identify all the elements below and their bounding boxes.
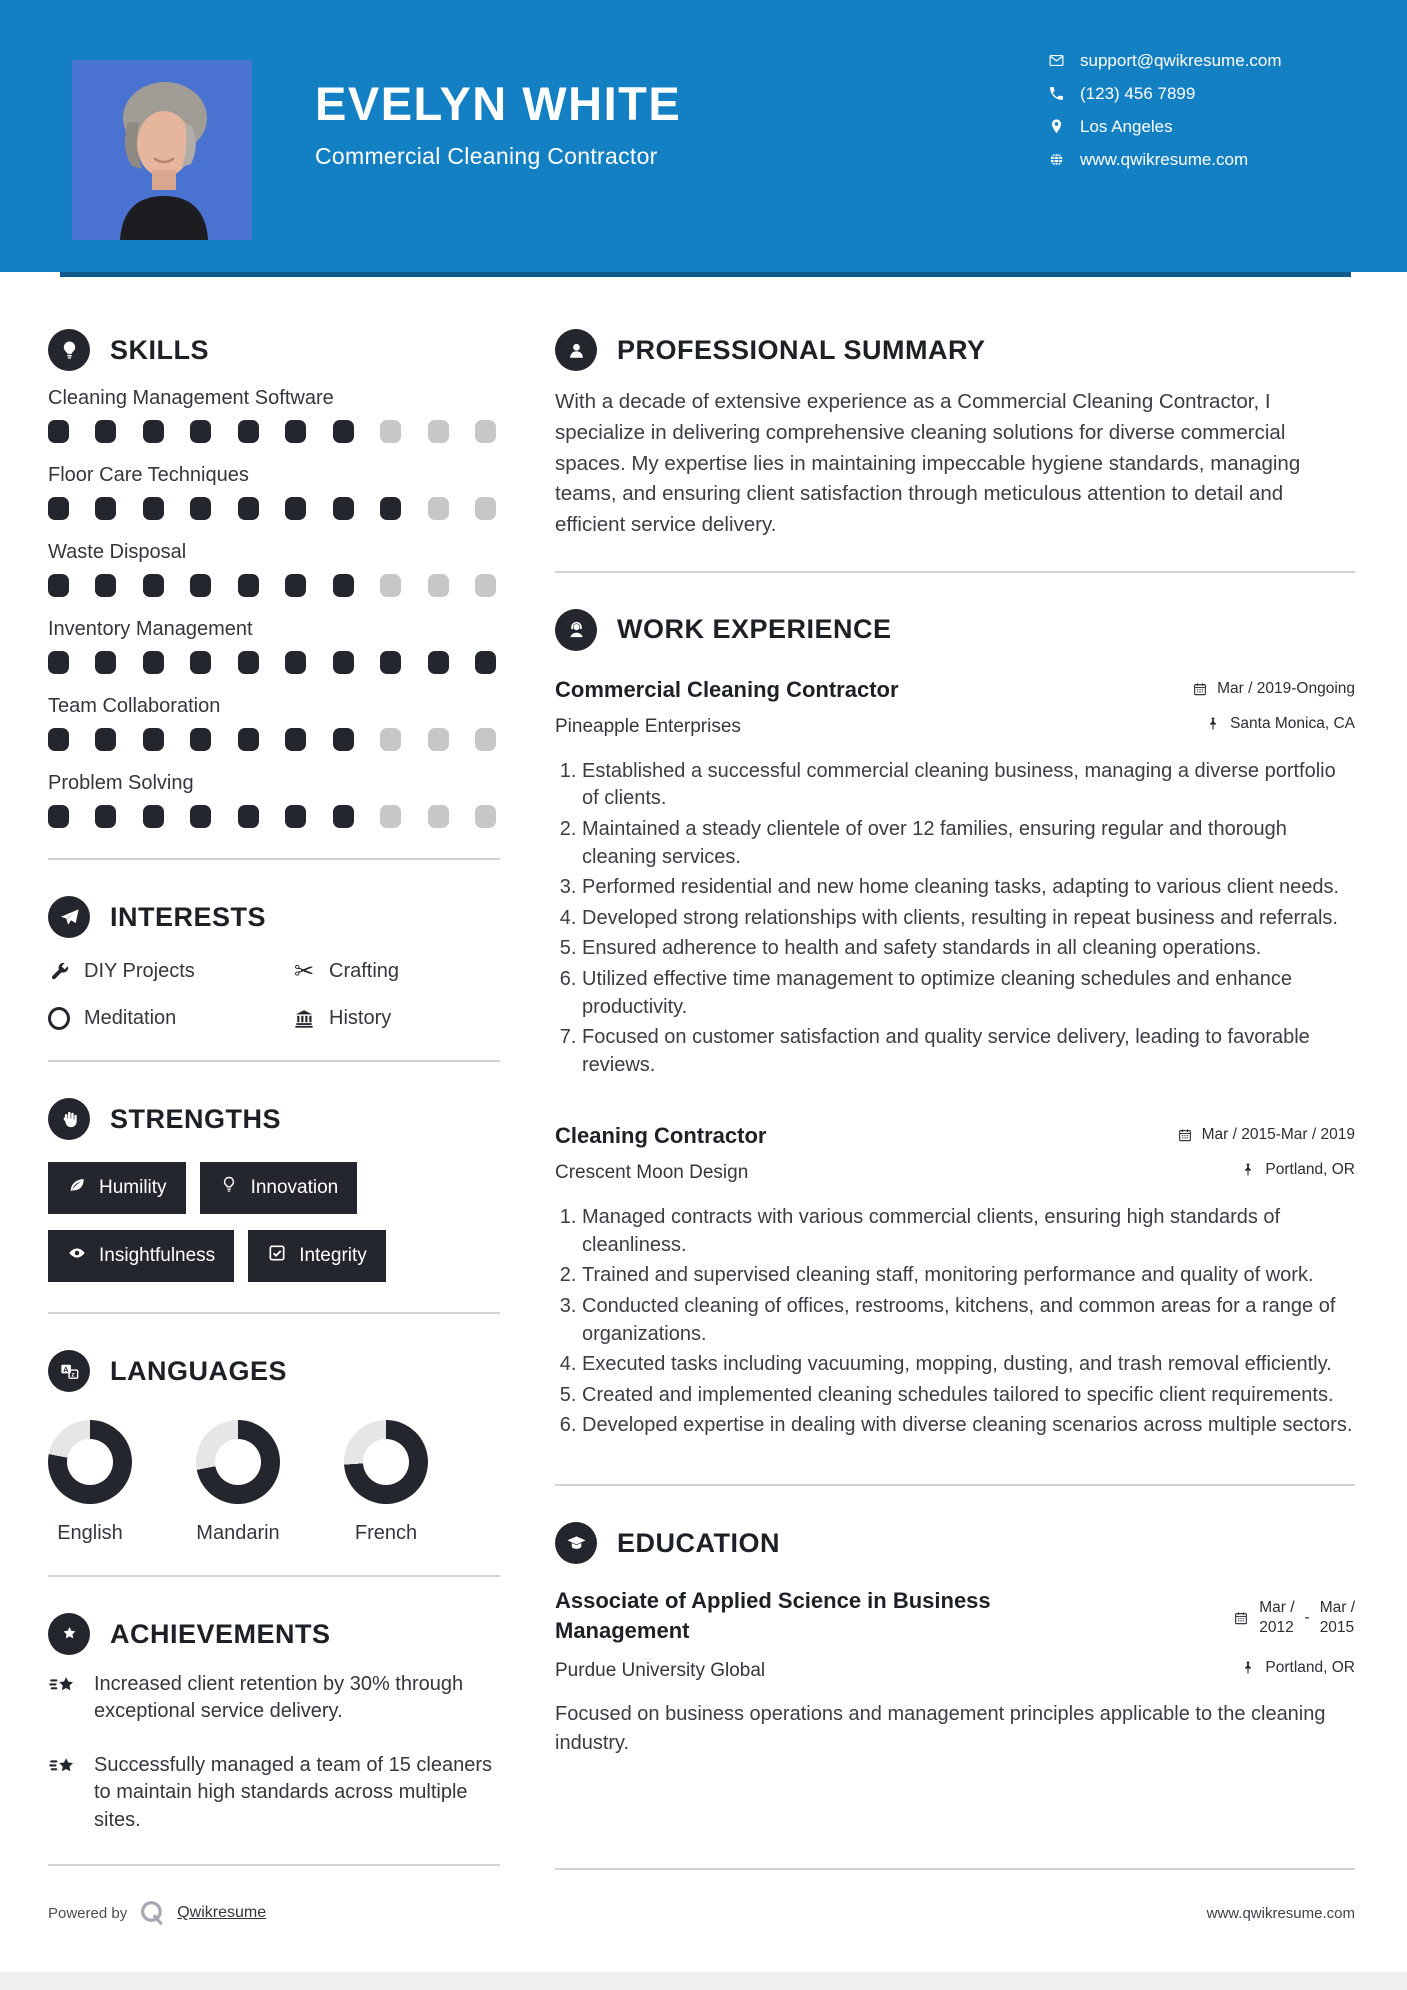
languages-section <box>48 1350 500 1545</box>
job-bullet: 3. Conducted cleaning of offices, restrooms, kitchens, and common areas for a range of organizations. <box>582 1293 1355 1348</box>
lightbulb-icon <box>219 1175 239 1201</box>
strengths-title: STRENGTHS <box>110 1103 282 1134</box>
education-description: Focused on business operations and management principles applicable to the cleaning industry. <box>555 1703 1326 1755</box>
school-name: Purdue University Global <box>555 1660 766 1682</box>
language-donut <box>344 1420 428 1504</box>
education-title: EDUCATION <box>617 1527 780 1558</box>
interests-heading <box>48 896 500 938</box>
languages-row <box>48 1420 500 1545</box>
education-section <box>555 1522 1355 1758</box>
job-bullet: 2. Trained and supervised cleaning staff, monitoring performance and quality of work. <box>582 1262 1355 1290</box>
edu-date-start-month: Mar / <box>1259 1598 1295 1616</box>
summary-heading <box>555 329 1355 371</box>
language-item <box>48 1420 132 1545</box>
job-dates-text: Mar / 2015-Mar / 2019 <box>1201 1126 1355 1144</box>
language-name: English <box>57 1522 123 1544</box>
interest-label: Crafting <box>329 960 400 982</box>
skill-row <box>48 695 500 751</box>
job-bullet: 3. Performed residential and new home cleaning tasks, adapting to various client needs. <box>582 874 1355 902</box>
contact-website-text: www.qwikresume.com <box>1080 149 1249 169</box>
language-item <box>344 1420 428 1545</box>
language-name: French <box>354 1522 418 1544</box>
fist-icon <box>48 1098 90 1140</box>
education-heading <box>555 1522 1355 1564</box>
language-donut <box>48 1420 132 1504</box>
contact-location-text: Los Angeles <box>1080 116 1173 136</box>
contact-phone-text: (123) 456 7899 <box>1080 83 1196 103</box>
lightbulb-icon <box>48 329 90 371</box>
portrait-image <box>72 60 252 240</box>
person-role: Commercial Cleaning Contractor <box>315 143 658 169</box>
job-title: Cleaning Contractor <box>555 1123 767 1149</box>
edu-date-start-year: 2012 <box>1259 1618 1294 1636</box>
skill-rating-dots <box>48 574 496 597</box>
translate-icon <box>48 1350 90 1392</box>
languages-title: LANGUAGES <box>110 1355 288 1386</box>
shooting-star-icon <box>48 1671 78 1726</box>
achievements-section <box>48 1613 500 1834</box>
skill-row <box>48 618 500 674</box>
interest-item <box>48 1007 293 1030</box>
interest-item <box>293 957 500 985</box>
skill-row <box>48 772 500 828</box>
contact-website <box>1048 143 1282 176</box>
right-column <box>555 329 1355 1902</box>
education-dates <box>1233 1590 1355 1645</box>
degree-title: Associate of Applied Science in Business Management <box>555 1588 991 1643</box>
achievements-title: ACHIEVEMENTS <box>110 1618 331 1649</box>
skill-rating-dots <box>48 728 496 751</box>
pushpin-icon <box>1240 1162 1256 1178</box>
edu-date-separator: - <box>1304 1608 1310 1626</box>
job-bullet: 2. Maintained a steady clientele of over 12 families, ensuring regular and thorough cleaning services. <box>582 816 1355 871</box>
section-divider <box>48 1060 500 1062</box>
summary-title: PROFESSIONAL SUMMARY <box>617 334 986 365</box>
location-pin-icon <box>1048 118 1065 135</box>
interests-title: INTERESTS <box>110 901 267 932</box>
languages-heading <box>48 1350 500 1392</box>
section-divider <box>555 1484 1355 1486</box>
job-bullet: 4. Executed tasks including vacuuming, mopping, dusting, and trash removal efficiently. <box>582 1351 1355 1379</box>
calendar-icon <box>1177 1127 1193 1143</box>
strength-pill <box>48 1230 234 1282</box>
profile-photo <box>72 60 252 240</box>
contact-phone <box>1048 77 1282 110</box>
qwikresume-link[interactable]: Qwikresume <box>177 1904 267 1921</box>
job-location-text: Santa Monica, CA <box>1230 714 1355 732</box>
skill-rating-dots <box>48 651 496 674</box>
skill-row <box>48 387 500 443</box>
bottom-bar <box>0 1972 1407 1990</box>
edu-date-end-year: 2015 <box>1319 1618 1355 1636</box>
footer-divider <box>555 1868 1355 1870</box>
worker-headset-icon <box>555 609 597 651</box>
job-bullet: 6. Developed expertise in dealing with diverse cleaning scenarios across multiple sectors. <box>582 1412 1355 1440</box>
job-bullet: 6. Utilized effective time management to optimize cleaning schedules and enhance productivity. <box>582 966 1355 1021</box>
job-bullet: 7. Focused on customer satisfaction and quality service delivery, leading to favorable reviews. <box>582 1024 1355 1079</box>
job-location <box>1240 1161 1355 1179</box>
job-location <box>1205 715 1355 733</box>
language-name: Mandarin <box>196 1522 280 1544</box>
wrench-icon <box>48 961 70 983</box>
pushpin-icon <box>1205 716 1221 732</box>
skills-heading <box>48 329 500 371</box>
strength-pill <box>200 1162 358 1214</box>
skill-label: Waste Disposal <box>48 541 187 563</box>
graduation-cap-icon <box>555 1522 597 1564</box>
scissors-icon: ✂ <box>293 957 315 985</box>
contact-email-text: support@qwikresume.com <box>1080 50 1282 70</box>
section-divider <box>48 1575 500 1577</box>
skill-row <box>48 541 500 597</box>
skills-section <box>48 329 500 828</box>
skill-label: Problem Solving <box>48 772 194 794</box>
job-bullet: 5. Created and implemented cleaning schedules tailored to specific client requirements. <box>582 1382 1355 1410</box>
qwikresume-logo-icon <box>137 1898 167 1928</box>
circle-icon <box>48 1008 70 1030</box>
person-name: EVELYN WHITE <box>315 77 682 130</box>
skill-label: Team Collaboration <box>48 695 221 717</box>
footer <box>48 1898 1355 1928</box>
eye-icon <box>67 1243 87 1269</box>
section-divider <box>48 1864 500 1866</box>
job-company: Pineapple Enterprises <box>555 715 741 737</box>
job-dates <box>1192 680 1355 698</box>
education-location <box>1240 1659 1355 1677</box>
job-dates <box>1177 1126 1355 1144</box>
museum-icon <box>293 1008 315 1030</box>
skills-title: SKILLS <box>110 334 210 365</box>
interests-section <box>48 896 500 1030</box>
strength-pills <box>48 1162 500 1282</box>
edu-date-end-month: Mar / <box>1319 1598 1355 1616</box>
phone-icon <box>1048 85 1065 102</box>
section-divider <box>555 571 1355 573</box>
content <box>0 277 1407 1902</box>
job-bullet: 1. Established a successful commercial cleaning business, managing a diverse portfolio of clients. <box>582 758 1355 813</box>
experience-heading <box>555 609 1355 651</box>
strength-label: Insightfulness <box>99 1245 216 1266</box>
experience-section <box>555 609 1355 1440</box>
skill-label: Cleaning Management Software <box>48 387 334 409</box>
achievement-item <box>48 1671 500 1726</box>
job-title: Commercial Cleaning Contractor <box>555 676 899 702</box>
interest-item <box>48 960 293 983</box>
interest-label: Meditation <box>84 1007 177 1029</box>
globe-icon <box>1048 151 1065 168</box>
job-dates-text: Mar / 2019-Ongoing <box>1217 679 1355 697</box>
language-item <box>196 1420 280 1545</box>
summary-section <box>555 329 1355 541</box>
contact-location <box>1048 110 1282 143</box>
skill-rating-dots <box>48 420 496 443</box>
svg-text:z: z <box>70 1371 75 1379</box>
star-badge-icon <box>48 1613 90 1655</box>
calendar-icon <box>1192 681 1208 697</box>
interest-item <box>293 1007 500 1030</box>
skill-label: Inventory Management <box>48 618 253 640</box>
strength-label: Integrity <box>299 1245 367 1266</box>
achievements-heading <box>48 1613 500 1655</box>
person-icon <box>555 329 597 371</box>
strength-label: Innovation <box>250 1177 339 1198</box>
footer-website: www.qwikresume.com <box>1206 1904 1355 1922</box>
interest-label: History <box>329 1007 392 1029</box>
achievement-item <box>48 1752 500 1834</box>
job-company: Crescent Moon Design <box>555 1162 749 1184</box>
powered-by-label: Powered by <box>48 1904 128 1922</box>
job-bullet: 4. Developed strong relationships with clients, resulting in repeat business and referrals. <box>582 905 1355 933</box>
section-divider <box>48 858 500 860</box>
calendar-icon <box>1233 1610 1249 1626</box>
strength-pill <box>48 1162 186 1214</box>
skill-label: Floor Care Techniques <box>48 464 249 486</box>
email-icon <box>1048 52 1065 69</box>
skill-rating-dots <box>48 497 496 520</box>
strengths-heading <box>48 1098 500 1140</box>
header <box>0 0 1407 272</box>
svg-text:A: A <box>62 1365 69 1374</box>
job-bullet-list <box>555 758 1355 1080</box>
strength-pill <box>248 1230 386 1282</box>
left-column <box>48 329 500 1902</box>
leaf-icon <box>67 1175 87 1201</box>
strengths-section <box>48 1098 500 1282</box>
experience-title: WORK EXPERIENCE <box>617 614 892 645</box>
job-bullet: 5. Ensured adherence to health and safety standards in all cleaning operations. <box>582 935 1355 963</box>
language-donut <box>196 1420 280 1504</box>
achievement-text: Successfully managed a team of 15 cleaners to maintain high standards across multiple sites. <box>94 1753 492 1831</box>
pushpin-icon <box>1240 1660 1256 1676</box>
contact-list <box>1048 44 1282 176</box>
contact-email <box>1048 44 1282 77</box>
identity-block <box>315 76 681 170</box>
job-entry <box>555 1123 1355 1440</box>
interest-label: DIY Projects <box>84 960 195 982</box>
shooting-star-icon <box>48 1752 78 1834</box>
check-square-icon <box>267 1243 287 1269</box>
section-divider <box>48 1312 500 1314</box>
skill-rating-dots <box>48 805 496 828</box>
job-location-text: Portland, OR <box>1265 1161 1355 1179</box>
job-bullet: 1. Managed contracts with various commercial clients, ensuring high standards of cleanliness. <box>582 1204 1355 1259</box>
job-bullet-list <box>555 1204 1355 1440</box>
summary-text: With a decade of extensive experience as a Commercial Cleaning Contractor, I specialize in delivering comprehensive cleaning solutions for diverse commercial spaces. My expertise lies in maintaining impeccable hygiene standards, managing teams, and ensuring client satisfaction through meticulous attention to detail and efficient service delivery. <box>555 390 1301 536</box>
paper-plane-icon <box>48 896 90 938</box>
interests-grid <box>48 957 500 1030</box>
education-location-text: Portland, OR <box>1265 1659 1355 1677</box>
strength-label: Humility <box>99 1177 167 1198</box>
achievement-text: Increased client retention by 30% through exceptional service delivery. <box>94 1673 464 1723</box>
skill-row <box>48 464 500 520</box>
job-entry <box>555 677 1355 1080</box>
